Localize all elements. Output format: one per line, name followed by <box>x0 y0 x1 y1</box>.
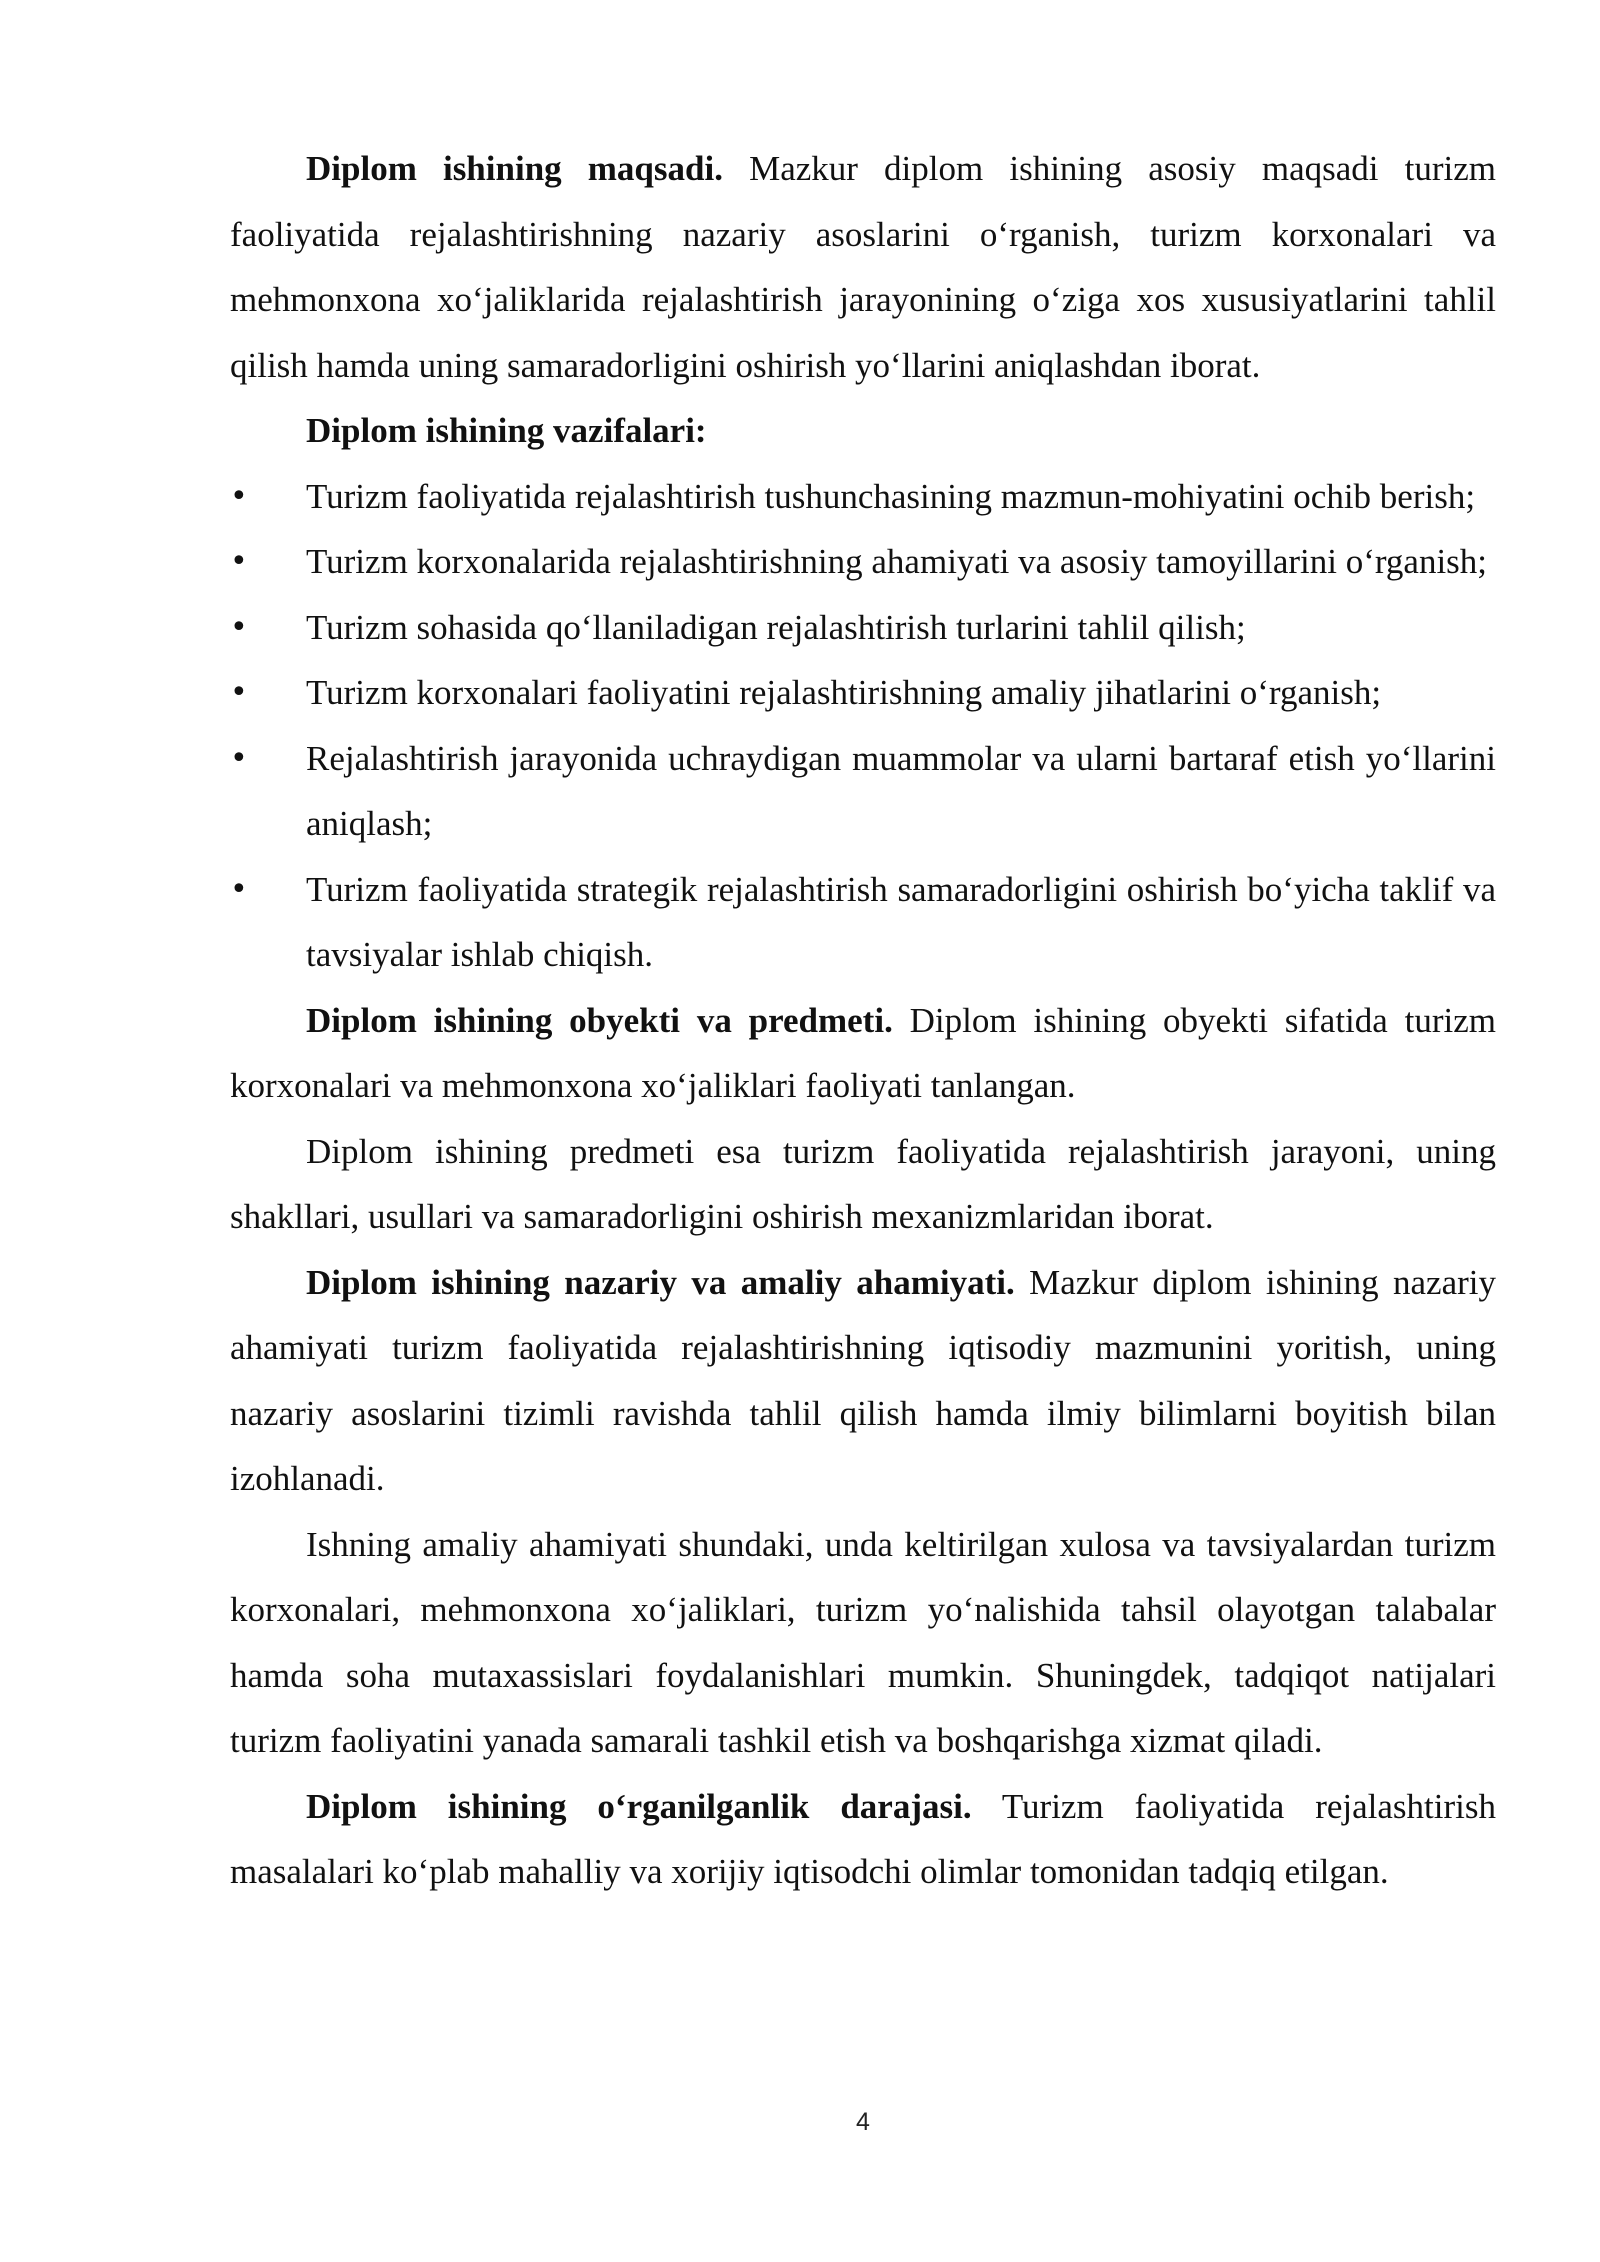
list-item <box>230 464 1496 530</box>
page-number: 4 <box>856 2108 870 2136</box>
research-level-heading: Diplom ishining o‘rganilganlik darajasi. <box>306 1786 972 1826</box>
practical-paragraph: Ishning amaliy ahamiyati shundaki, unda keltirilgan xulosa va tavsiyalardan turizm korxonalari, mehmonxona xo‘jaliklari, turizm yo‘nalishida tahsil olayotgan talabalar hamda soha mutaxassislari foydalanishlari mumkin. Shuningdek, tadqiqot natijalari turizm faoliyatini yanada samarali tashkil etish va boshqarishga xizmat qiladi. <box>230 1524 1496 1760</box>
purpose-text: Mazkur diplom ishining asosiy maqsadi turizm faoliyatida rejalashtirishning nazariy asoslarini o‘rganish, turizm korxonalari va mehmonxona xo‘jaliklarida rejalashtirish jarayonining o‘ziga xos xususiyatlarini tahlil qilish hamda uning samaradorligini oshirish yo‘llarini aniqlashdan iborat. <box>230 149 1497 385</box>
list-item-text: Turizm faoliyatida rejalashtirish tushunchasining mazmun-mohiyatini ochib berish; <box>306 476 1476 516</box>
object-text: Diplom ishining obyekti sifatida turizm korxonalari va mehmonxona xo‘jaliklari faoliyati tanlangan. <box>230 1000 1496 1105</box>
research-level-paragraph <box>230 1774 1496 1905</box>
list-item-text: Turizm korxonalari faoliyatini rejalashtirishning amaliy jihatlarini o‘rganish; <box>306 673 1382 712</box>
purpose-paragraph <box>230 136 1496 398</box>
list-item-text: Turizm sohasida qo‘llaniladigan rejalashtirish turlarini tahlil qilish; <box>306 607 1246 647</box>
list-item <box>230 529 1496 595</box>
bullet-icon: • <box>230 609 248 645</box>
list-item <box>230 595 1496 661</box>
tasks-heading: Diplom ishining vazifalari: <box>306 411 707 450</box>
significance-heading: Diplom ishining nazariy va amaliy ahamiyati. <box>306 1262 1015 1302</box>
bullet-icon: • <box>230 740 248 776</box>
object-paragraph <box>230 988 1496 1119</box>
significance-paragraph <box>230 1250 1496 1512</box>
research-level-text: Turizm faoliyatida rejalashtirish masalalari ko‘plab mahalliy va xorijiy iqtisodchi olimlar tomonidan tadqiq etilgan. <box>230 1786 1496 1891</box>
document-page <box>230 136 1496 1905</box>
tasks-heading-paragraph <box>230 398 1496 464</box>
significance-text: Mazkur diplom ishining nazariy ahamiyati turizm faoliyatida rejalashtirishning iqtisodiy mazmunini yoritish, uning nazariy asoslarini tizimli ravishda tahlil qilish hamda ilmiy bilimlarni boyitish bilan izohlanadi. <box>230 1262 1497 1498</box>
list-item <box>230 857 1496 988</box>
tasks-list <box>230 464 1496 988</box>
list-item <box>230 660 1496 726</box>
bullet-icon: • <box>230 675 248 710</box>
bullet-icon: • <box>230 544 248 579</box>
list-item <box>230 726 1496 857</box>
bullet-icon: • <box>230 478 248 514</box>
list-item-text: Turizm korxonalarida rejalashtirishning ahamiyati va asosiy tamoyillarini o‘rganish; <box>306 542 1488 581</box>
bullet-icon: • <box>230 871 248 907</box>
object-heading: Diplom ishining obyekti va predmeti. <box>306 1000 893 1040</box>
subject-paragraph: Diplom ishining predmeti esa turizm faoliyatida rejalashtirish jarayoni, uning shakllari, usullari va samaradorligini oshirish mexanizmlaridan iborat. <box>230 1131 1496 1236</box>
list-item-text: Rejalashtirish jarayonida uchraydigan muammolar va ularni bartaraf etish yo‘llarini aniqlash; <box>306 738 1496 843</box>
purpose-heading: Diplom ishining maqsadi. <box>306 149 723 188</box>
list-item-text: Turizm faoliyatida strategik rejalashtirish samaradorligini oshirish bo‘yicha taklif va tavsiyalar ishlab chiqish. <box>306 869 1496 974</box>
